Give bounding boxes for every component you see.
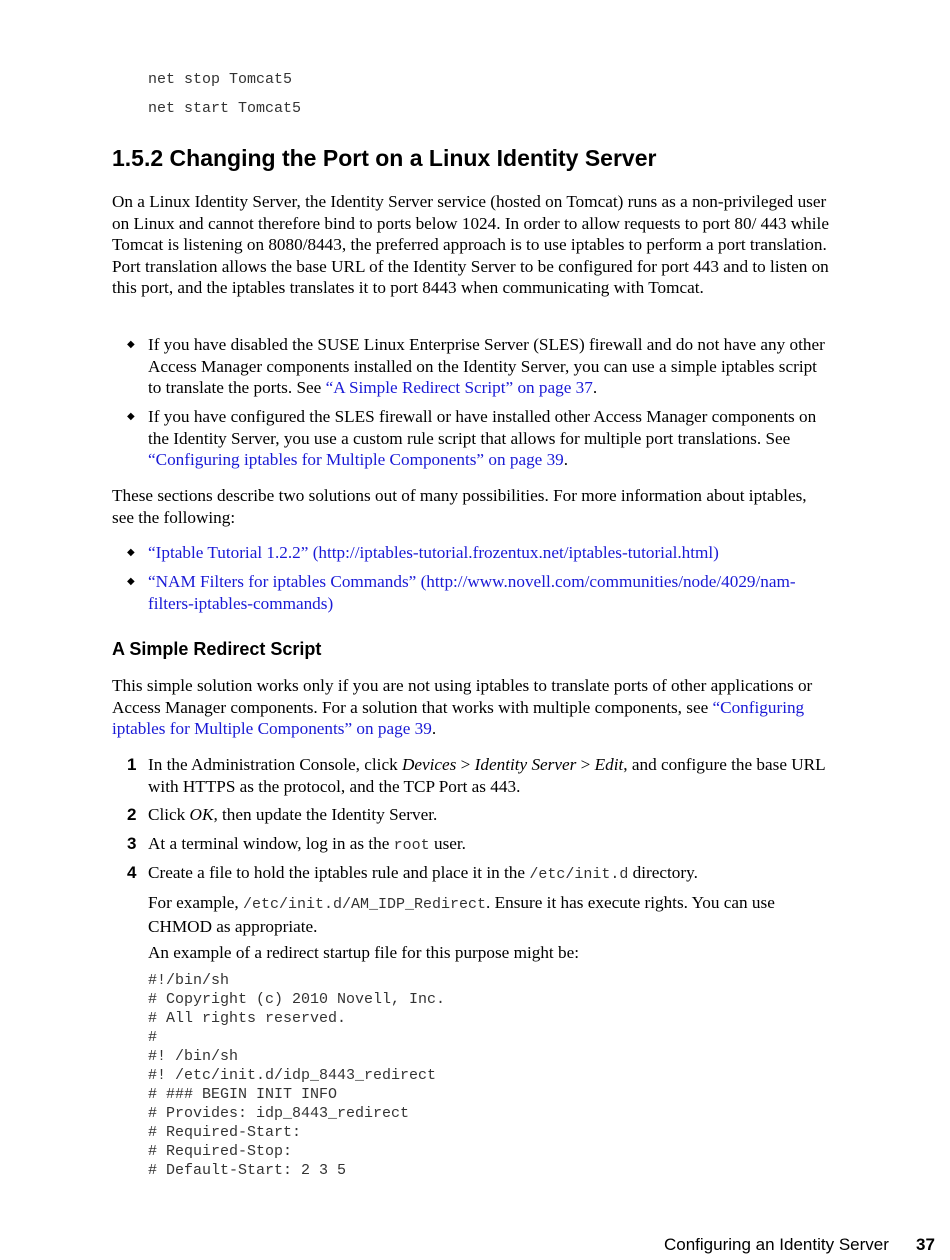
bullet-diamond-icon: ◆ bbox=[127, 411, 135, 422]
ui-term: OK bbox=[189, 805, 214, 824]
cross-reference-link[interactable]: “Configuring iptables for Multiple Components” on page 39 bbox=[112, 697, 805, 738]
bullet-diamond-icon: ◆ bbox=[127, 339, 135, 350]
text: For example, bbox=[148, 893, 243, 912]
script-line: # All rights reserved. bbox=[148, 1010, 347, 1027]
ui-term: Identity Server bbox=[474, 755, 577, 774]
step-text bbox=[148, 754, 832, 797]
script-line: # Required-Stop: bbox=[148, 1143, 293, 1160]
text: At a terminal window, log in as the bbox=[148, 834, 394, 853]
reference-link-iptables-tutorial[interactable]: “Iptable Tutorial 1.2.2” (http://iptables-tutorial.frozentux.net/iptables-tutorial.html) bbox=[148, 543, 719, 562]
script-line: #! /etc/init.d/idp_8443_redirect bbox=[148, 1067, 437, 1084]
step-text bbox=[148, 833, 832, 857]
code-line: net start Tomcat5 bbox=[148, 100, 302, 117]
page-number: 37 bbox=[916, 1235, 935, 1254]
text: Click bbox=[148, 805, 190, 824]
text: , and configure the base URL with HTTPS as the protocol, and the TCP Port as 443. bbox=[148, 755, 826, 796]
text: user. bbox=[429, 834, 466, 853]
step-number: 3 bbox=[127, 834, 137, 853]
subsection-heading: A Simple Redirect Script bbox=[112, 639, 322, 659]
script-line: # ### BEGIN INIT INFO bbox=[148, 1086, 338, 1103]
punctuation: . bbox=[563, 450, 569, 469]
punctuation: . bbox=[592, 378, 598, 397]
example-paragraph bbox=[148, 892, 832, 937]
script-line: # bbox=[148, 1029, 158, 1046]
step-text bbox=[148, 862, 832, 886]
text: . Ensure it has execute rights. You can use CHMOD as appropriate. bbox=[148, 893, 775, 936]
intro-text: This simple solution works only if you are not using iptables to translate ports of other applications or Access Manager components. For a solution that works with multiple components, see bbox=[112, 676, 813, 717]
script-line: #! /bin/sh bbox=[148, 1048, 239, 1065]
ui-term: Edit bbox=[594, 755, 624, 774]
script-line: # Provides: idp_8443_redirect bbox=[148, 1105, 410, 1122]
inline-code: /etc/init.d bbox=[529, 866, 629, 883]
text: > bbox=[576, 755, 595, 774]
step-text bbox=[148, 804, 832, 826]
script-line: #!/bin/sh bbox=[148, 972, 230, 989]
script-line: # Required-Start: bbox=[148, 1124, 302, 1141]
text: , then update the Identity Server. bbox=[213, 805, 438, 824]
step-number: 1 bbox=[127, 755, 137, 774]
text: Create a file to hold the iptables rule and place it in the bbox=[148, 863, 530, 882]
script-line: # Default-Start: 2 3 5 bbox=[148, 1162, 347, 1179]
script-line: # Copyright (c) 2010 Novell, Inc. bbox=[148, 991, 446, 1008]
bullet-text: If you have configured the SLES firewall or have installed other Access Manager components on the Identity Server, you use a custom rule script that allows for multiple port translations. See bbox=[148, 407, 817, 448]
inline-code: root bbox=[393, 837, 430, 854]
more-info-paragraph: These sections describe two solutions out of many possibilities. For more information about iptables, see the following: bbox=[112, 486, 807, 527]
cross-reference-link[interactable]: “Configuring iptables for Multiple Components” on page 39 bbox=[148, 450, 564, 469]
footer-chapter-title: Configuring an Identity Server bbox=[664, 1235, 889, 1254]
inline-code: /etc/init.d/AM_IDP_Redirect bbox=[243, 896, 487, 913]
cross-reference-link[interactable]: “A Simple Redirect Script” on page 37 bbox=[325, 378, 593, 397]
text: In the Administration Console, click bbox=[148, 755, 402, 774]
text: directory. bbox=[628, 863, 698, 882]
subsection-intro-paragraph bbox=[112, 675, 832, 740]
bullet-diamond-icon: ◆ bbox=[127, 547, 135, 558]
punctuation: . bbox=[431, 719, 437, 738]
code-line: net stop Tomcat5 bbox=[148, 71, 293, 88]
bullet-item bbox=[148, 406, 832, 471]
startup-intro: An example of a redirect startup file for this purpose might be: bbox=[148, 943, 579, 962]
reference-link-nam-filters[interactable]: “NAM Filters for iptables Commands” (http://www.novell.com/communities/node/4029/nam-filters-iptables-commands) bbox=[148, 572, 796, 613]
section-intro-paragraph: On a Linux Identity Server, the Identity Server service (hosted on Tomcat) runs as a non-privileged user on Linux and cannot therefore bind to ports below 1024. In order to allow requests to port 80/ 443 while Tomcat is listening on 8080/8443, the preferred approach is to use iptables to perform a port translation. Port translation allows the base URL of the Identity Server to be configured for port 443 and to listen on this port, and the iptables translates it to port 8443 when communicating with Tomcat. bbox=[112, 192, 829, 297]
text: > bbox=[456, 755, 475, 774]
bullet-text: If you have disabled the SUSE Linux Enterprise Server (SLES) firewall and do not have any other Access Manager components installed on the Identity Server, you can use a simple iptables script to translate the ports. See bbox=[148, 335, 825, 397]
bullet-diamond-icon: ◆ bbox=[127, 576, 135, 587]
step-number: 2 bbox=[127, 805, 137, 824]
section-heading: 1.5.2 Changing the Port on a Linux Identity Server bbox=[112, 145, 657, 171]
step-number: 4 bbox=[127, 863, 137, 882]
bullet-item bbox=[148, 334, 832, 399]
ui-term: Devices bbox=[401, 755, 457, 774]
